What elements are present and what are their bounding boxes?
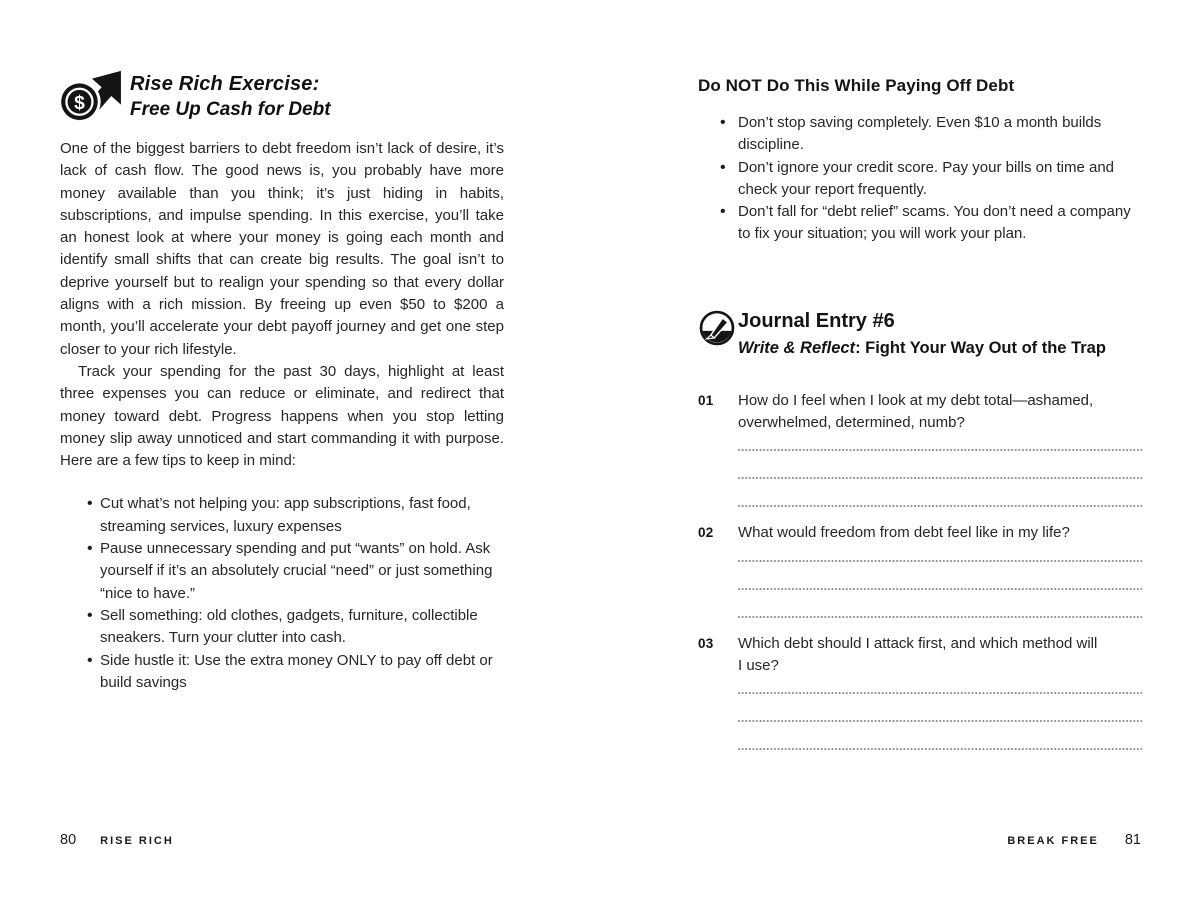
question-text: What would freedom from debt feel like in my life?: [738, 524, 1070, 542]
list-item: • Don’t ignore your credit score. Pay your bills on time and check your report frequently.: [738, 157, 1136, 202]
question-number: 01: [698, 392, 714, 408]
svg-text:$: $: [74, 92, 85, 114]
answer-line: [738, 451, 1142, 479]
pen-circle-icon: [698, 309, 736, 347]
journal-header: [698, 308, 1142, 360]
question-number: 02: [698, 525, 714, 541]
list-item: • Side hustle it: Use the extra money ONLY to pay off debt or build savings: [100, 650, 498, 695]
answer-line: [738, 562, 1142, 590]
question-number: 03: [698, 635, 714, 651]
answer-line: [738, 666, 1142, 694]
question-text: How do I feel when I look at my debt total—ashamed, overwhelmed, determined, numb?: [738, 391, 1094, 432]
list-item: • Sell something: old clothes, gadgets, furniture, collectible sneakers. Turn your clutter into cash.: [100, 605, 498, 650]
page-number: 80: [60, 832, 77, 848]
answer-line: [738, 479, 1142, 507]
journal-subtitle-italic: Write & Reflect: [738, 338, 856, 357]
journal-title-block: [738, 308, 1142, 360]
running-title: BREAK FREE: [1007, 835, 1099, 847]
left-page-footer: [60, 832, 174, 848]
journal-question-3: [698, 633, 1142, 766]
answer-line: [738, 590, 1142, 618]
journal-title: Journal Entry #6: [738, 309, 895, 332]
journal-subtitle: [738, 336, 1142, 360]
journal-question-1: [698, 390, 1142, 523]
right-page: [698, 74, 1142, 765]
answer-area: [738, 534, 1142, 618]
exercise-paragraph-2: Track your spending for the past 30 days, highlight at least three expenses you can reduce or eliminate, and redirect that money toward debt. Progress happens when you stop letting money slip away unnoticed and start commanding it with purpose. Here are a few tips to keep in mind:: [60, 362, 504, 470]
list-item: • Cut what’s not helping you: app subscriptions, fast food, streaming services, luxury expenses: [100, 493, 498, 538]
dont-list: [698, 112, 1142, 246]
question-text: Which debt should I attack first, and which method will I use?: [738, 634, 1098, 674]
dollar-coin-arrow-icon: [60, 68, 124, 122]
list-item: • Pause unnecessary spending and put “wants” on hold. Ask yourself if it’s an absolutely crucial “need” or just something “nice to have.”: [100, 538, 498, 605]
exercise-subtitle: Free Up Cash for Debt: [130, 99, 331, 120]
answer-line: [738, 722, 1142, 750]
journal-question-2: [698, 522, 1142, 632]
exercise-tips-list: [60, 493, 504, 694]
answer-line: [738, 694, 1142, 722]
journal-questions: [698, 390, 1142, 765]
dont-section-heading: Do NOT Do This While Paying Off Debt: [698, 76, 1015, 95]
list-item: • Don’t fall for “debt relief” scams. You don’t need a company to fix your situation; you will work your plan.: [738, 201, 1136, 246]
answer-line: [738, 534, 1142, 562]
exercise-header: [60, 64, 504, 122]
exercise-title-block: [130, 64, 504, 122]
answer-area: [738, 666, 1142, 750]
right-page-footer: [1007, 832, 1141, 848]
list-item: • Don’t stop saving completely. Even $10 a month builds discipline.: [738, 112, 1136, 157]
answer-line: [738, 423, 1142, 451]
exercise-paragraph-1: One of the biggest barriers to debt freedom isn’t lack of desire, it’s lack of cash flow. The good news is, you probably have more money available than you think; it’s just hiding in habits, subscriptions, and impulse spending. In this exercise, you’ll take an honest look at where your money is going each month and identify small shifts that can create big results. The goal isn’t to deprive yourself but to realign your spending so that every dollar aligns with a rich mission. By freeing up even $50 to $200 a month, you’ll accelerate your debt payoff journey and get one step closer to your rich lifestyle.: [60, 140, 504, 358]
exercise-title: Rise Rich Exercise:: [130, 73, 320, 95]
left-page: [60, 64, 504, 694]
answer-area: [738, 423, 1142, 507]
page-number: 81: [1124, 832, 1141, 848]
journal-subtitle-rest: : Fight Your Way Out of the Trap: [855, 338, 1106, 357]
running-title: RISE RICH: [100, 835, 174, 847]
